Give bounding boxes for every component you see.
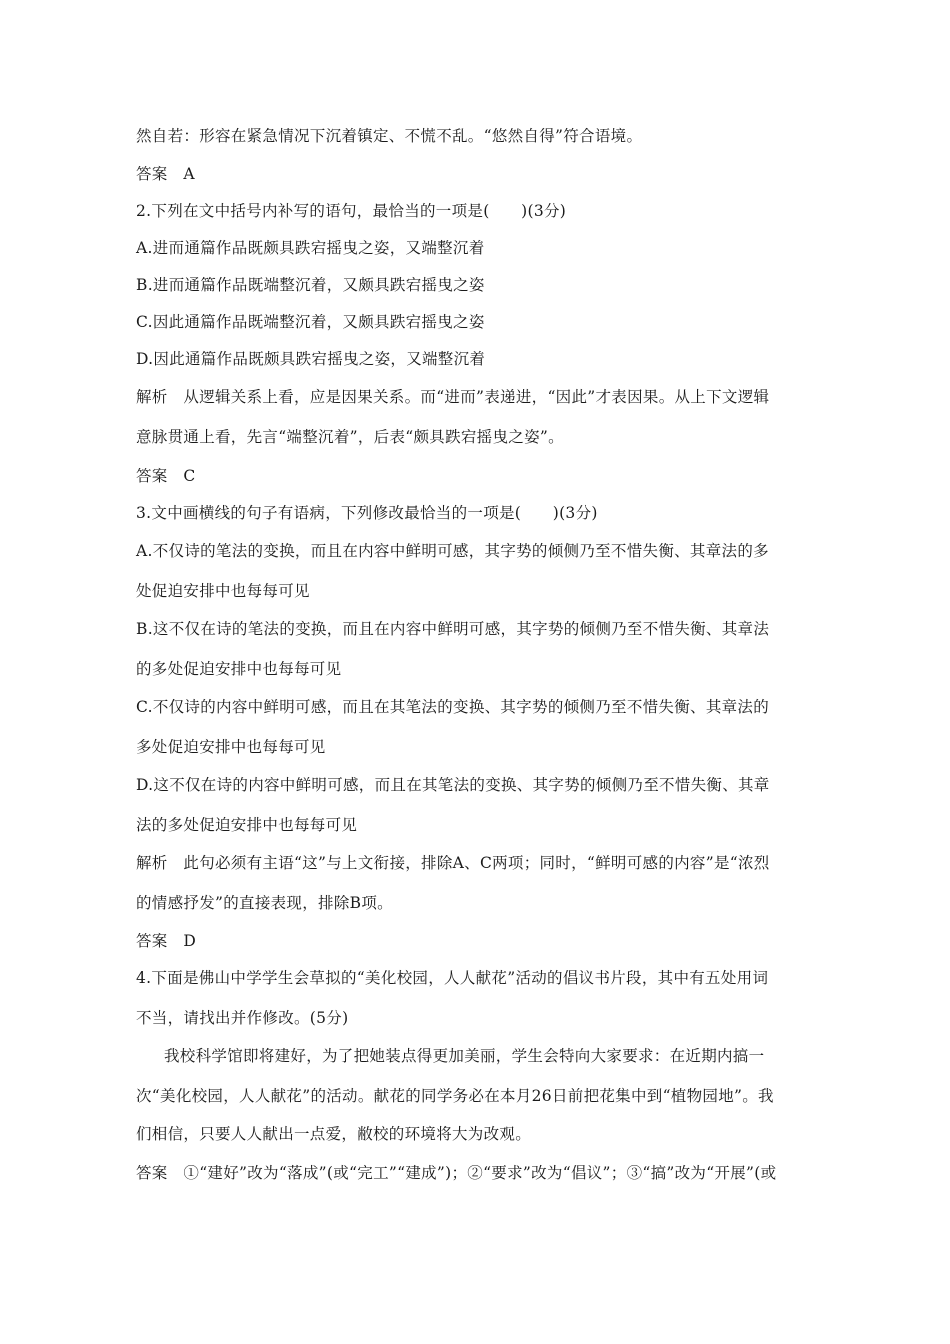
passage-line: 们相信，只要人人献出一点爱，敝校的环境将大为改观。 — [136, 1125, 532, 1143]
answer-line: 答案 ①“建好”改为“落成”(或“完工”“建成”)；②“要求”改为“倡议”；③“搞”改为“开展”(或 — [136, 1164, 777, 1182]
option-line: A.进而通篇作品既颇具跌宕摇曳之姿，又端整沉着 — [136, 239, 485, 257]
text-line: 然自若：形容在紧急情况下沉着镇定、不慌不乱。“悠然自得”符合语境。 — [136, 127, 643, 145]
option-line: 处促迫安排中也每每可见 — [136, 582, 310, 600]
answer-line: 答案 A — [136, 165, 195, 183]
question-line: 2.下列在文中括号内补写的语句，最恰当的一项是( )(3分) — [136, 202, 567, 220]
option-line: 的多处促迫安排中也每每可见 — [136, 660, 342, 678]
analysis-line: 意脉贯通上看，先言“端整沉着”，后表“颇具跌宕摇曳之姿”。 — [136, 428, 564, 446]
analysis-line: 解析 此句必须有主语“这”与上文衔接，排除A、C两项；同时，“鲜明可感的内容”是“浓烈 — [136, 854, 770, 872]
analysis-line: 解析 从逻辑关系上看，应是因果关系。而“进而”表递进，“因此”才表因果。从上下文逻辑 — [136, 388, 770, 406]
question-line: 4.下面是佛山中学学生会草拟的“美化校园，人人献花”活动的倡议书片段，其中有五处用词 — [136, 969, 769, 987]
option-line: 多处促迫安排中也每每可见 — [136, 738, 326, 756]
option-line: B.这不仅在诗的笔法的变换，而且在内容中鲜明可感，其字势的倾侧乃至不惜失衡、其章法 — [136, 620, 770, 638]
passage-line: 次“美化校园，人人献花”的活动。献花的同学务必在本月26日前把花集中到“植物园地”。我 — [136, 1087, 774, 1105]
analysis-line: 的情感抒发”的直接表现，排除B项。 — [136, 894, 393, 912]
option-line: D.这不仅在诗的内容中鲜明可感，而且在其笔法的变换、其字势的倾侧乃至不惜失衡、其章 — [136, 776, 770, 794]
option-line: C.因此通篇作品既端整沉着，又颇具跌宕摇曳之姿 — [136, 313, 485, 331]
option-line: C.不仅诗的内容中鲜明可感，而且在其笔法的变换、其字势的倾侧乃至不惜失衡、其章法的 — [136, 698, 770, 716]
question-line: 3.文中画横线的句子有语病，下列修改最恰当的一项是( )(3分) — [136, 504, 598, 522]
option-line: 法的多处促迫安排中也每每可见 — [136, 816, 358, 834]
passage-line: 我校科学馆即将建好，为了把她装点得更加美丽，学生会特向大家要求：在近期内搞一 — [164, 1047, 765, 1065]
option-line: D.因此通篇作品既颇具跌宕摇曳之姿，又端整沉着 — [136, 350, 486, 368]
option-line: A.不仅诗的笔法的变换，而且在内容中鲜明可感，其字势的倾侧乃至不惜失衡、其章法的多 — [136, 542, 769, 560]
answer-line: 答案 D — [136, 932, 197, 950]
option-line: B.进而通篇作品既端整沉着，又颇具跌宕摇曳之姿 — [136, 276, 485, 294]
question-line: 不当，请找出并作修改。(5分) — [136, 1009, 349, 1027]
answer-line: 答案 C — [136, 467, 196, 485]
